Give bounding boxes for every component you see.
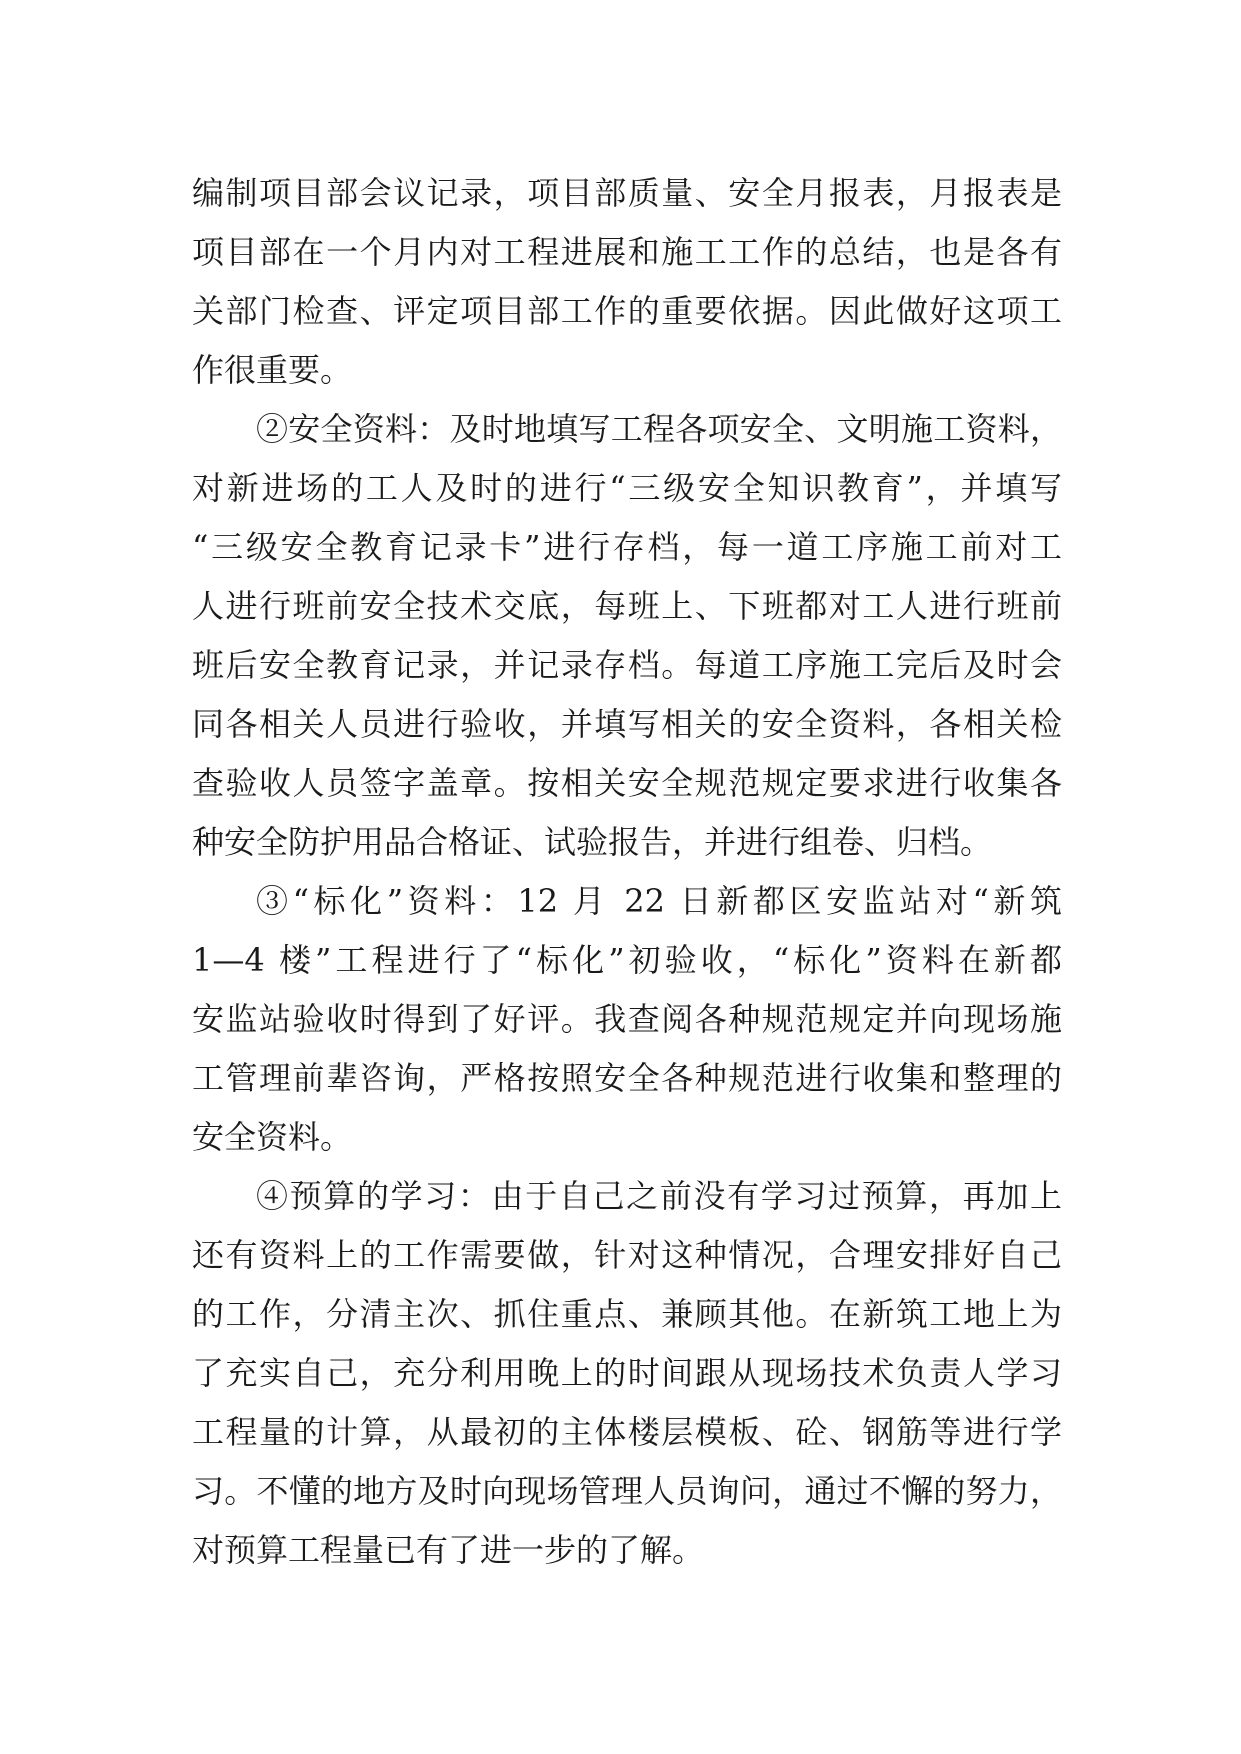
text-line: 对新进场的工人及时的进行“三级安全知识教育”，并填写 bbox=[192, 469, 1062, 507]
text-line: 安监站验收时得到了好评。我查阅各种规范规定并向现场施 bbox=[192, 1000, 1062, 1038]
text-line: 的工作，分清主次、抓住重点、兼顾其他。在新筑工地上为 bbox=[192, 1295, 1062, 1333]
text-line: 工程量的计算，从最初的主体楼层模板、砼、钢筋等进行学 bbox=[192, 1413, 1062, 1451]
text-line: 安全资料。 bbox=[192, 1118, 353, 1156]
text-line: 还有资料上的工作需要做，针对这种情况，合理安排好自己 bbox=[192, 1236, 1062, 1274]
text-line: 同各相关人员进行验收，并填写相关的安全资料，各相关检 bbox=[192, 705, 1062, 743]
text-line: “三级安全教育记录卡”进行存档，每一道工序施工前对工 bbox=[192, 528, 1062, 566]
text-line: 班后安全教育记录，并记录存档。每道工序施工完后及时会 bbox=[192, 646, 1062, 684]
text-line: 1—4 楼”工程进行了“标化”初验收，“标化”资料在新都 bbox=[192, 941, 1062, 979]
text-line: 种安全防护用品合格证、试验报告，并进行组卷、归档。 bbox=[192, 823, 993, 861]
text-line: 项目部在一个月内对工程进展和施工工作的总结，也是各有 bbox=[192, 233, 1062, 271]
text-line: 习。不懂的地方及时向现场管理人员询问，通过不懈的努力， bbox=[192, 1472, 1062, 1510]
text-line: 工管理前辈咨询，严格按照安全各种规范进行收集和整理的 bbox=[192, 1059, 1062, 1097]
text-line: 对预算工程量已有了进一步的了解。 bbox=[192, 1531, 705, 1569]
text-line: ④预算的学习：由于自己之前没有学习过预算，再加上 bbox=[256, 1177, 1062, 1215]
text-line: 关部门检查、评定项目部工作的重要依据。因此做好这项工 bbox=[192, 292, 1062, 330]
text-line: 人进行班前安全技术交底，每班上、下班都对工人进行班前 bbox=[192, 587, 1062, 625]
text-line: 了充实自己，充分利用晚上的时间跟从现场技术负责人学习 bbox=[192, 1354, 1062, 1392]
text-line: 编制项目部会议记录，项目部质量、安全月报表，月报表是 bbox=[192, 174, 1062, 212]
text-line: 作很重要。 bbox=[192, 351, 353, 389]
text-line: 查验收人员签字盖章。按相关安全规范规定要求进行收集各 bbox=[192, 764, 1062, 802]
text-line: ②安全资料：及时地填写工程各项安全、文明施工资料， bbox=[256, 410, 1062, 448]
text-line: ③“标化”资料：12 月 22 日新都区安监站对“新筑 bbox=[256, 882, 1062, 920]
